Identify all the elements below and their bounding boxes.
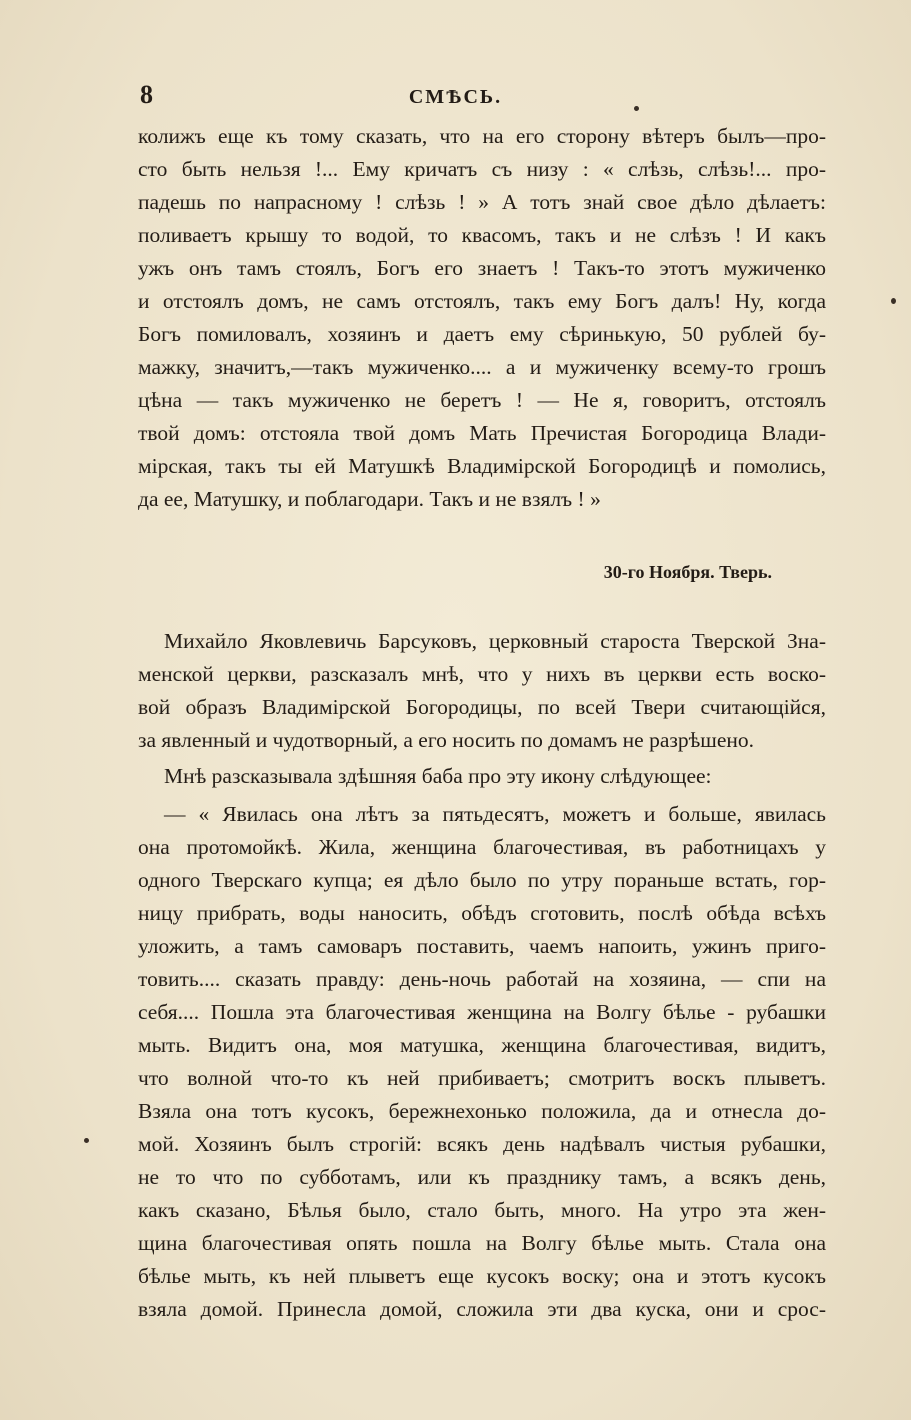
text-line: Михайло Яковлевичь Барсуковъ, церковный староста Тверской Зна-: [164, 629, 826, 653]
text-line: за явленный и чудотворный, а его носить по домамъ не разрѣшено.: [138, 728, 755, 752]
text-line: Взяла она тотъ кусокъ, бережнехонько положила, да и отнесла до-: [138, 1099, 826, 1123]
text-line: менской церкви, разсказалъ мнѣ, что у нихъ въ церкви есть воско-: [138, 662, 826, 686]
text-line: падешь по напрасному ! слѣзь ! » А тотъ знай свое дѣло дѣлаетъ:: [138, 190, 826, 214]
text-line: мыть. Видитъ она, моя матушка, женщина благочестивая, видитъ,: [138, 1033, 826, 1057]
text-line: мой. Хозяинъ былъ строгій: всякъ день надѣвалъ чистыя рубашки,: [138, 1132, 826, 1156]
text-line: мірская, такъ ты ей Матушкѣ Владимірской Богородицѣ и помолись,: [138, 454, 826, 478]
text-line: товить.... сказать правду: день-ночь работай на хозяина, — спи на: [138, 967, 826, 991]
running-head: СМѢСЬ.: [408, 86, 503, 108]
text-line: щина благочестивая опять пошла на Волгу бѣлье мыть. Стала она: [138, 1231, 826, 1255]
text-line: себя.... Пошла эта благочестивая женщина на Волгу бѣлье - рубашки: [138, 1000, 826, 1024]
text-line: мажку, значитъ,—такъ мужиченко.... а и мужиченку всему-то грошъ: [138, 355, 826, 379]
text-line: ницу прибрать, воды наносить, обѣдъ сготовить, послѣ обѣда всѣхъ: [138, 901, 826, 925]
text-line: вой образъ Владимірской Богородицы, по всей Твери считающійся,: [138, 695, 826, 719]
paragraph-story: [138, 798, 826, 1326]
text-line: взяла домой. Принесла домой, сложила эти два куска, они и срос-: [138, 1297, 826, 1321]
text-line: да ее, Матушку, и поблагодари. Такъ и не взялъ ! »: [138, 487, 601, 511]
text-line: что волной что-то къ ней прибиваетъ; смотритъ воскъ плыветъ.: [138, 1066, 826, 1090]
text-line: какъ сказано, Бѣлья было, стало быть, много. На утро эта жен-: [138, 1198, 826, 1222]
paragraph-barsukov: [138, 625, 826, 757]
paragraph-intro: [138, 760, 826, 793]
text-line: — « Явилась она лѣтъ за пятьдесятъ, можетъ и больше, явилась: [164, 802, 826, 826]
text-line: цѣна — такъ мужиченко не беретъ ! — Не я, говоритъ, отстоялъ: [138, 388, 826, 412]
text-line: ужъ онъ тамъ стоялъ, Богъ его знаетъ ! Такъ-то этотъ мужиченко: [138, 256, 826, 280]
text-line: твой домъ: отстояла твой домъ Мать Пречистая Богородица Влади-: [138, 421, 826, 445]
ink-speck: [634, 106, 639, 111]
text-line: бѣлье мыть, къ ней плыветъ еще кусокъ воску; она и этотъ кусокъ: [138, 1264, 826, 1288]
ink-speck: [891, 298, 896, 304]
text-line: сто быть нельзя !... Ему кричатъ съ низу : « слѣзь, слѣзь!... про-: [138, 157, 826, 181]
ink-speck: [84, 1138, 89, 1143]
page-number: 8: [140, 80, 153, 109]
text-line: Мнѣ разсказывала здѣшняя баба про эту икону слѣдующее:: [164, 764, 712, 788]
text-line: уложить, а тамъ самоваръ поставить, чаемъ напоить, ужинъ приго-: [138, 934, 826, 958]
text-line: поливаетъ крышу то водой, то квасомъ, такъ и не слѣзъ ! И какъ: [138, 223, 826, 247]
text-line: не то что по субботамъ, или къ празднику тамъ, а всякъ день,: [138, 1165, 826, 1189]
text-line: колижъ еще къ тому сказать, что на его сторону вѣтеръ былъ—про-: [138, 124, 826, 148]
text-line: она протомойкѣ. Жила, женщина благочестивая, въ работницахъ у: [138, 835, 826, 859]
paragraph-continued: [138, 120, 826, 516]
text-line: Богъ помиловалъ, хозяинъ и даетъ ему сѣринькую, 50 рублей бу-: [138, 322, 826, 346]
text-line: и отстоялъ домъ, не самъ отстоялъ, такъ ему Богъ далъ! Ну, когда: [138, 289, 826, 313]
dateline: 30-го Ноября. Тверь.: [603, 562, 772, 582]
text-line: одного Тверскаго купца; ея дѣло было по утру пораньше встать, гор-: [138, 868, 826, 892]
